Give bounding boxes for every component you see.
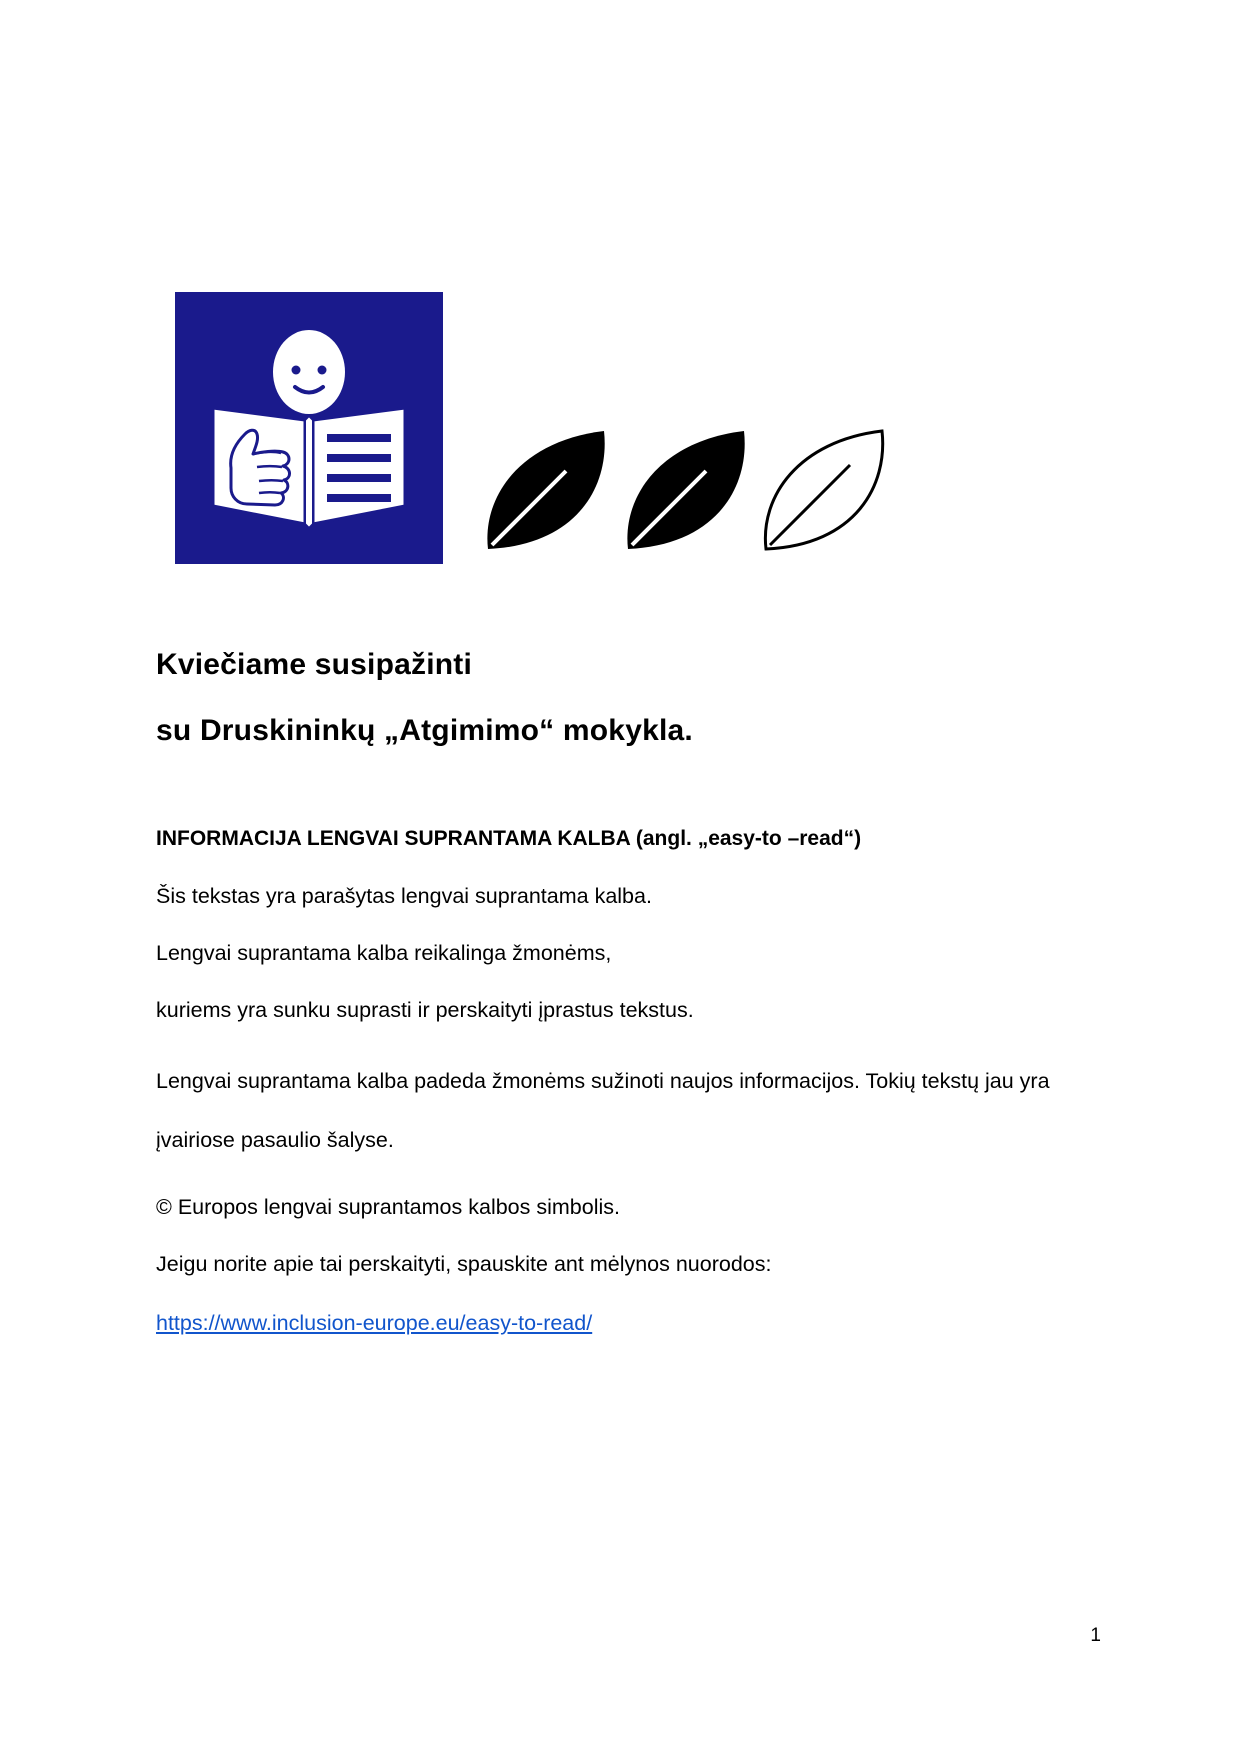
paragraph-4: Lengvai suprantama kalba padeda žmonėms sužinoti naujos informacijos. Tokių tekstų jau yra įvairiose pasaulio šalyse. (156, 1069, 1050, 1152)
easy-to-read-link[interactable]: https://www.inclusion-europe.eu/easy-to-read/ (156, 1311, 593, 1335)
link-row (156, 1308, 1096, 1338)
page-number: 1 (1090, 1625, 1101, 1646)
lead-paragraph: INFORMACIJA LENGVAI SUPRANTAMA KALBA (angl. „easy-to –read“) (156, 827, 862, 850)
page-title (156, 632, 1106, 764)
logo-row (175, 292, 935, 572)
paragraph-2: Lengvai suprantama kalba reikalinga žmonėms, (156, 941, 612, 965)
paragraph-1: Šis tekstas yra parašytas lengvai suprantama kalba. (156, 884, 652, 908)
paragraph-3: kuriems yra sunku suprasti ir perskaityti įprastus tekstus. (156, 998, 694, 1022)
body-content (156, 824, 1096, 1338)
paragraph-5: © Europos lengvai suprantamos kalbos simbolis. (156, 1195, 620, 1219)
easy-to-read-symbol (175, 292, 443, 564)
paragraph-6: Jeigu norite apie tai perskaityti, spauskite ant mėlynos nuorodos: (156, 1252, 772, 1276)
title-line-2: su Druskininkų „Atgimimo“ mokykla. (156, 714, 693, 747)
title-line-1: Kviečiame susipažinti (156, 648, 472, 681)
leaves-group (480, 427, 900, 557)
